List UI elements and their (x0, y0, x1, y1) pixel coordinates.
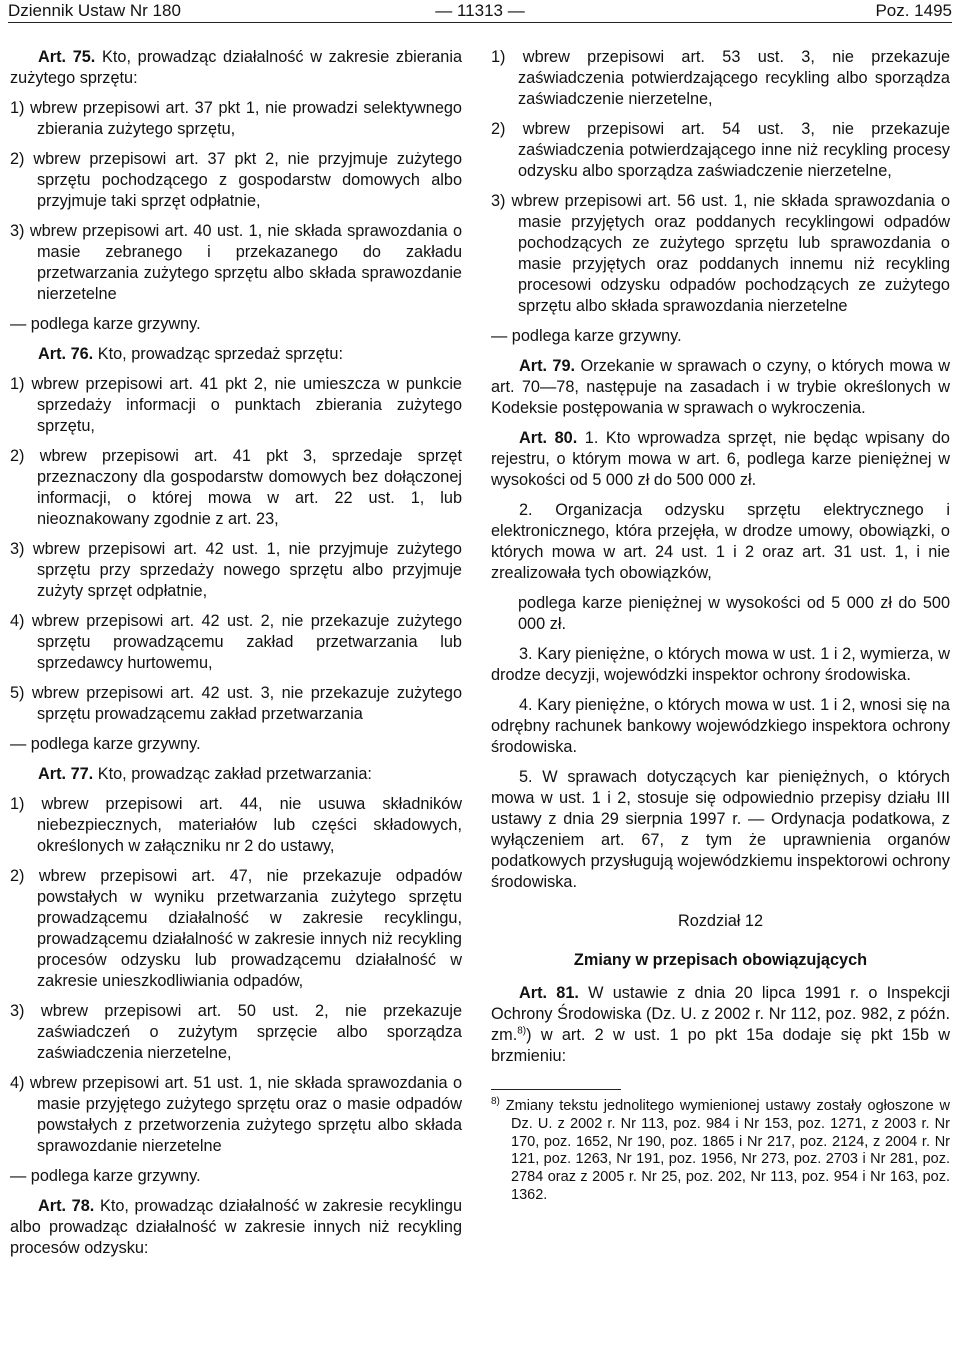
art78-item-2: 2) wbrew przepisowi art. 54 ust. 3, nie przekazuje zaświadczenia potwierdzającego inne niż recykling procesy odzysku albo sporządza zaświadczenie nierzetelne, (491, 120, 950, 180)
footnote-rule (491, 1089, 621, 1090)
art76-item-3: 3) wbrew przepisowi art. 42 ust. 1, nie przyjmuje zużytego sprzętu przy sprzedaży nowego sprzętu albo przyjmuje zużyty sprzęt odpłatnie, (10, 540, 462, 600)
art79 (491, 356, 950, 419)
left-column (10, 47, 462, 1268)
art78-text: Kto, prowadząc działalność w zakresie recyklingu albo prowadząc działalność w zakresie innych niż recykling procesów odzysku: (10, 1197, 463, 1257)
art81-number: Art. 81. (519, 984, 579, 1002)
art77-number: Art. 77. (38, 765, 94, 783)
art79-number: Art. 79. (519, 357, 576, 375)
art80-text-1: 1. Kto wprowadza sprzęt, nie będąc wpisany do rejestru, o którym mowa w art. 6, podlega karze pieniężnej w wysokości od 5 000 zł do 500 000 zł. (491, 429, 950, 489)
art77-item-2: 2) wbrew przepisowi art. 47, nie przekazuje odpadów powstałych w wyniku przetwarzania zużytego sprzętu prowadzącemu działalność w zakresie recyklingu, prowadzącemu działalność w zakresie innych niż recykling procesów odzysku lub prowadzącemu działalność w zakresie unieszkodliwiania odpadów, (10, 867, 462, 990)
art77-intro (10, 764, 462, 785)
footnote-ref: 8) (517, 1025, 527, 1037)
art81-text-a: W ustawie z dnia 20 lipca 1991 r. o Inspekcji Ochrony Środowiska (Dz. U. z 2002 r. Nr 112, poz. 982, z późn. zm. (491, 984, 950, 1044)
art77-text: Kto, prowadząc zakład przetwarzania: (97, 765, 372, 783)
art76-item-1: 1) wbrew przepisowi art. 41 pkt 2, nie umieszcza w punkcie sprzedaży informacji o punktach zbierania zużytego sprzętu, (10, 375, 462, 435)
art78-item-1: 1) wbrew przepisowi art. 53 ust. 3, nie przekazuje zaświadczenia potwierdzającego recykling albo sporządza zaświadczenie nierzetelne, (491, 48, 950, 108)
header-rule (8, 22, 952, 23)
art80-para-2-penalty: podlega karze pieniężnej w wysokości od 5 000 zł do 500 000 zł. (518, 594, 950, 633)
art80-para-1 (491, 428, 950, 491)
art75-text: Kto, prowadząc działalność w zakresie zbierania zużytego sprzętu: (10, 48, 463, 87)
right-column (491, 47, 950, 1214)
art75-intro (10, 47, 462, 89)
footnote-mark: 8) (491, 1096, 500, 1108)
art75-number: Art. 75. (38, 48, 96, 66)
art76-item-5: 5) wbrew przepisowi art. 42 ust. 3, nie przekazuje zużytego sprzętu prowadzącemu zakład przetwarzania (10, 684, 462, 723)
art75-penalty: — podlega karze grzywny. (10, 315, 201, 333)
position-number: Poz. 1495 (875, 1, 952, 20)
art78-item-3: 3) wbrew przepisowi art. 56 ust. 1, nie składa sprawozdania o masie przyjętych oraz poddanych recyklingowi odpadów pochodzących ze zużytego sprzętu lub sprawozdania o masie przyjętych oraz poddanych innemu niż recykling procesowi odzysku odpadów pochodzących ze zużytego sprzętu albo składa sprawozdania nierzetelne (491, 192, 950, 315)
art80-para-2: 2. Organizacja odzysku sprzętu elektrycznego i elektronicznego, która przejęła, w drodze umowy, obowiązki, o których mowa w art. 24 ust. 1 i 2 oraz art. 31 ust. 1, i nie zrealizowała tych obowiązków, (491, 501, 950, 582)
page-header (8, 0, 952, 20)
art81-text-b: ) w art. 2 w ust. 1 po pkt 15a dodaje się pkt 15b w brzmieniu: (491, 1026, 950, 1065)
art77-penalty: — podlega karze grzywny. (10, 1167, 201, 1185)
art77-item-3: 3) wbrew przepisowi art. 50 ust. 2, nie przekazuje zaświadczeń o zużytym sprzęcie albo sporządza zaświadczenia nierzetelne, (10, 1002, 462, 1062)
art76-number: Art. 76. (38, 345, 94, 363)
art77-item-1: 1) wbrew przepisowi art. 44, nie usuwa składników niebezpiecznych, materiałów lub części składowych, określonych w załączniku nr 2 do ustawy, (10, 795, 462, 855)
art76-item-2: 2) wbrew przepisowi art. 41 pkt 3, sprzedaje sprzęt przeznaczony dla gospodarstw domowych bez dołączonej informacji, o której mowa w art. 22 ust. 1, lub nieoznakowany zgodnie z art. 23, (10, 447, 462, 528)
art76-text: Kto, prowadząc sprzedaż sprzętu: (97, 345, 343, 363)
art79-text: Orzekanie w sprawach o czyny, o których mowa w art. 70—78, następuje na zasadach i w trybie określonych w Kodeksie postępowania w sprawach o wykroczenia. (491, 357, 950, 417)
art76-penalty: — podlega karze grzywny. (10, 735, 201, 753)
art77-item-4: 4) wbrew przepisowi art. 51 ust. 1, nie składa sprawozdania o masie przyjętego zużytego sprzętu oraz o masie odpadów powstałych z przetworzenia zużytego sprzętu albo składa sprawozdanie nierzetelne (10, 1074, 462, 1155)
footnote (491, 1098, 950, 1205)
art80-para-5: 5. W sprawach dotyczących kar pieniężnych, o których mowa w ust. 1 i 2, stosuje się odpowiednio przepisy działu III ustawy z dnia 29 sierpnia 1997 r. — Ordynacja podatkowa, z wyłączeniem art. 67, z tym że uprawnienia organów podatkowych przysługują wojewódzkiemu inspektorowi ochrony środowiska. (491, 768, 950, 891)
chapter-heading: Rozdział 12 (677, 912, 764, 930)
chapter-title: Zmiany w przepisach obowiązujących (573, 951, 868, 969)
art78-number: Art. 78. (38, 1197, 95, 1215)
art75-item-3: 3) wbrew przepisowi art. 40 ust. 1, nie składa sprawozdania o masie zebranego i przekazanego do zakładu przetwarzania zużytego sprzętu albo składa sprawozdanie nierzetelne (10, 222, 462, 303)
art78-penalty: — podlega karze grzywny. (491, 327, 682, 345)
art76-item-4: 4) wbrew przepisowi art. 42 ust. 2, nie przekazuje zużytego sprzętu prowadzącemu zakład przetwarzania lub sprzedawcy hurtowemu, (10, 612, 462, 672)
page-number: — 11313 — (435, 1, 525, 20)
footnote-text: Zmiany tekstu jednolitego wymienionej ustawy zostały ogłoszone w Dz. U. z 2002 r. Nr 113, poz. 984 i Nr 153, poz. 1271, z 2003 r. Nr 170, poz. 1652, Nr 190, poz. 1865 i Nr 217, poz. 2124, z 2004 r. Nr 121, poz. 1263, Nr 191, poz. 1956, Nr 273, poz. 2703 i Nr 281, poz. 2784 oraz z 2005 r. Nr 25, poz. 202, Nr 113, poz. 954 i Nr 163, poz. 1362. (505, 1098, 950, 1203)
art75-item-1: 1) wbrew przepisowi art. 37 pkt 1, nie prowadzi selektywnego zbierania zużytego sprzętu, (10, 99, 462, 138)
art75-item-2: 2) wbrew przepisowi art. 37 pkt 2, nie przyjmuje zużytego sprzętu pochodzącego z gospodarstw domowych albo przyjmuje taki sprzęt odpłatnie, (10, 150, 462, 210)
art80-number: Art. 80. (519, 429, 578, 447)
art78-intro (10, 1196, 462, 1259)
art81 (491, 983, 950, 1067)
journal-title: Dziennik Ustaw Nr 180 (8, 1, 181, 20)
art80-para-4: 4. Kary pieniężne, o których mowa w ust. 1 i 2, wnosi się na odrębny rachunek bankowy wojewódzkiego inspektora ochrony środowiska. (491, 696, 950, 756)
art76-intro (10, 344, 462, 365)
art80-para-3: 3. Kary pieniężne, o których mowa w ust. 1 i 2, wymierza, w drodze decyzji, wojewódzki inspektor ochrony środowiska. (491, 645, 950, 684)
